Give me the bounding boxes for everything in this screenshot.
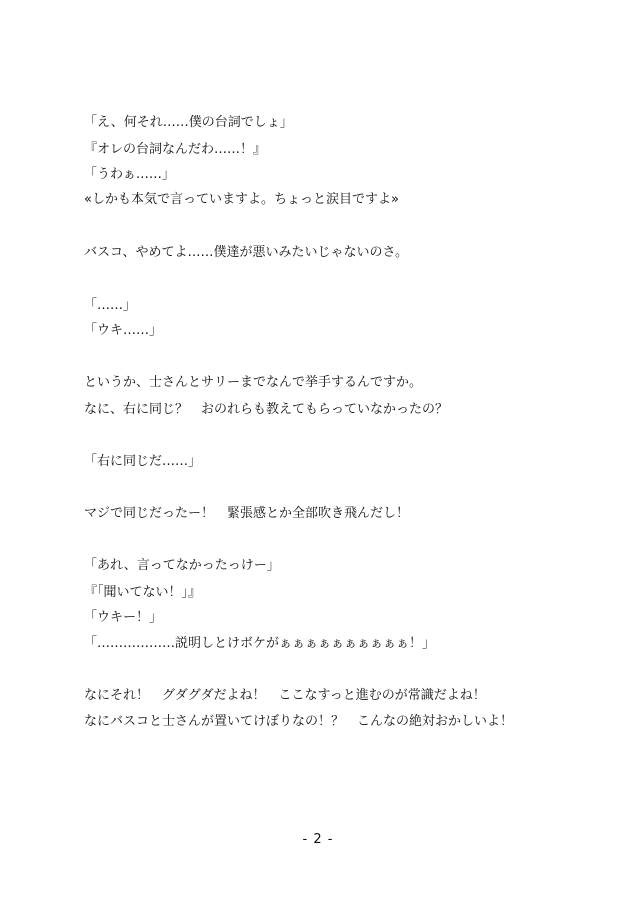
text-line: «しかも本気で言っていますよ。ちょっと涙目ですよ» — [84, 192, 399, 207]
text-line: 「………………説明しとけボケがぁぁぁぁぁぁぁぁぁぁ！」 — [84, 636, 436, 651]
page-number: - 2 - — [302, 832, 334, 847]
text-line: 「うわぁ……」 — [84, 167, 175, 182]
text-line: マジで同じだったー！ 緊張感とか全部吹き飛んだし！ — [84, 506, 410, 521]
text-line: 『オレの台詞なんだわ……！』 — [84, 142, 267, 157]
text-line: なに、右に同じ？ おのれらも教えてもらっていなかったの？ — [84, 402, 449, 417]
text-line: なにバスコと士さんが置いてけぼりなの！？ こんなの絶対おかしいよ！ — [84, 714, 514, 729]
text-line: 「右に同じだ……」 — [84, 454, 202, 469]
text-line: 「ウキ……」 — [84, 323, 163, 338]
text-line: 『「聞いてない！」』 — [84, 585, 202, 600]
text-line: バスコ、やめてよ……僕達が悪いみたいじゃないのさ。 — [84, 245, 408, 260]
text-line: 「あれ、言ってなかったっけー」 — [84, 558, 280, 573]
text-line: 「え、何それ……僕の台詞でしょ」 — [84, 115, 293, 130]
text-line: というか、士さんとサリーまでなんで挙手するんですか。 — [84, 375, 423, 390]
text-line: 「ウキー！」 — [84, 610, 163, 625]
text-line: 「……」 — [84, 298, 137, 313]
text-line: なにそれ！ グダグダだよね！ ここなすっと進むのが常識だよね！ — [84, 688, 486, 703]
